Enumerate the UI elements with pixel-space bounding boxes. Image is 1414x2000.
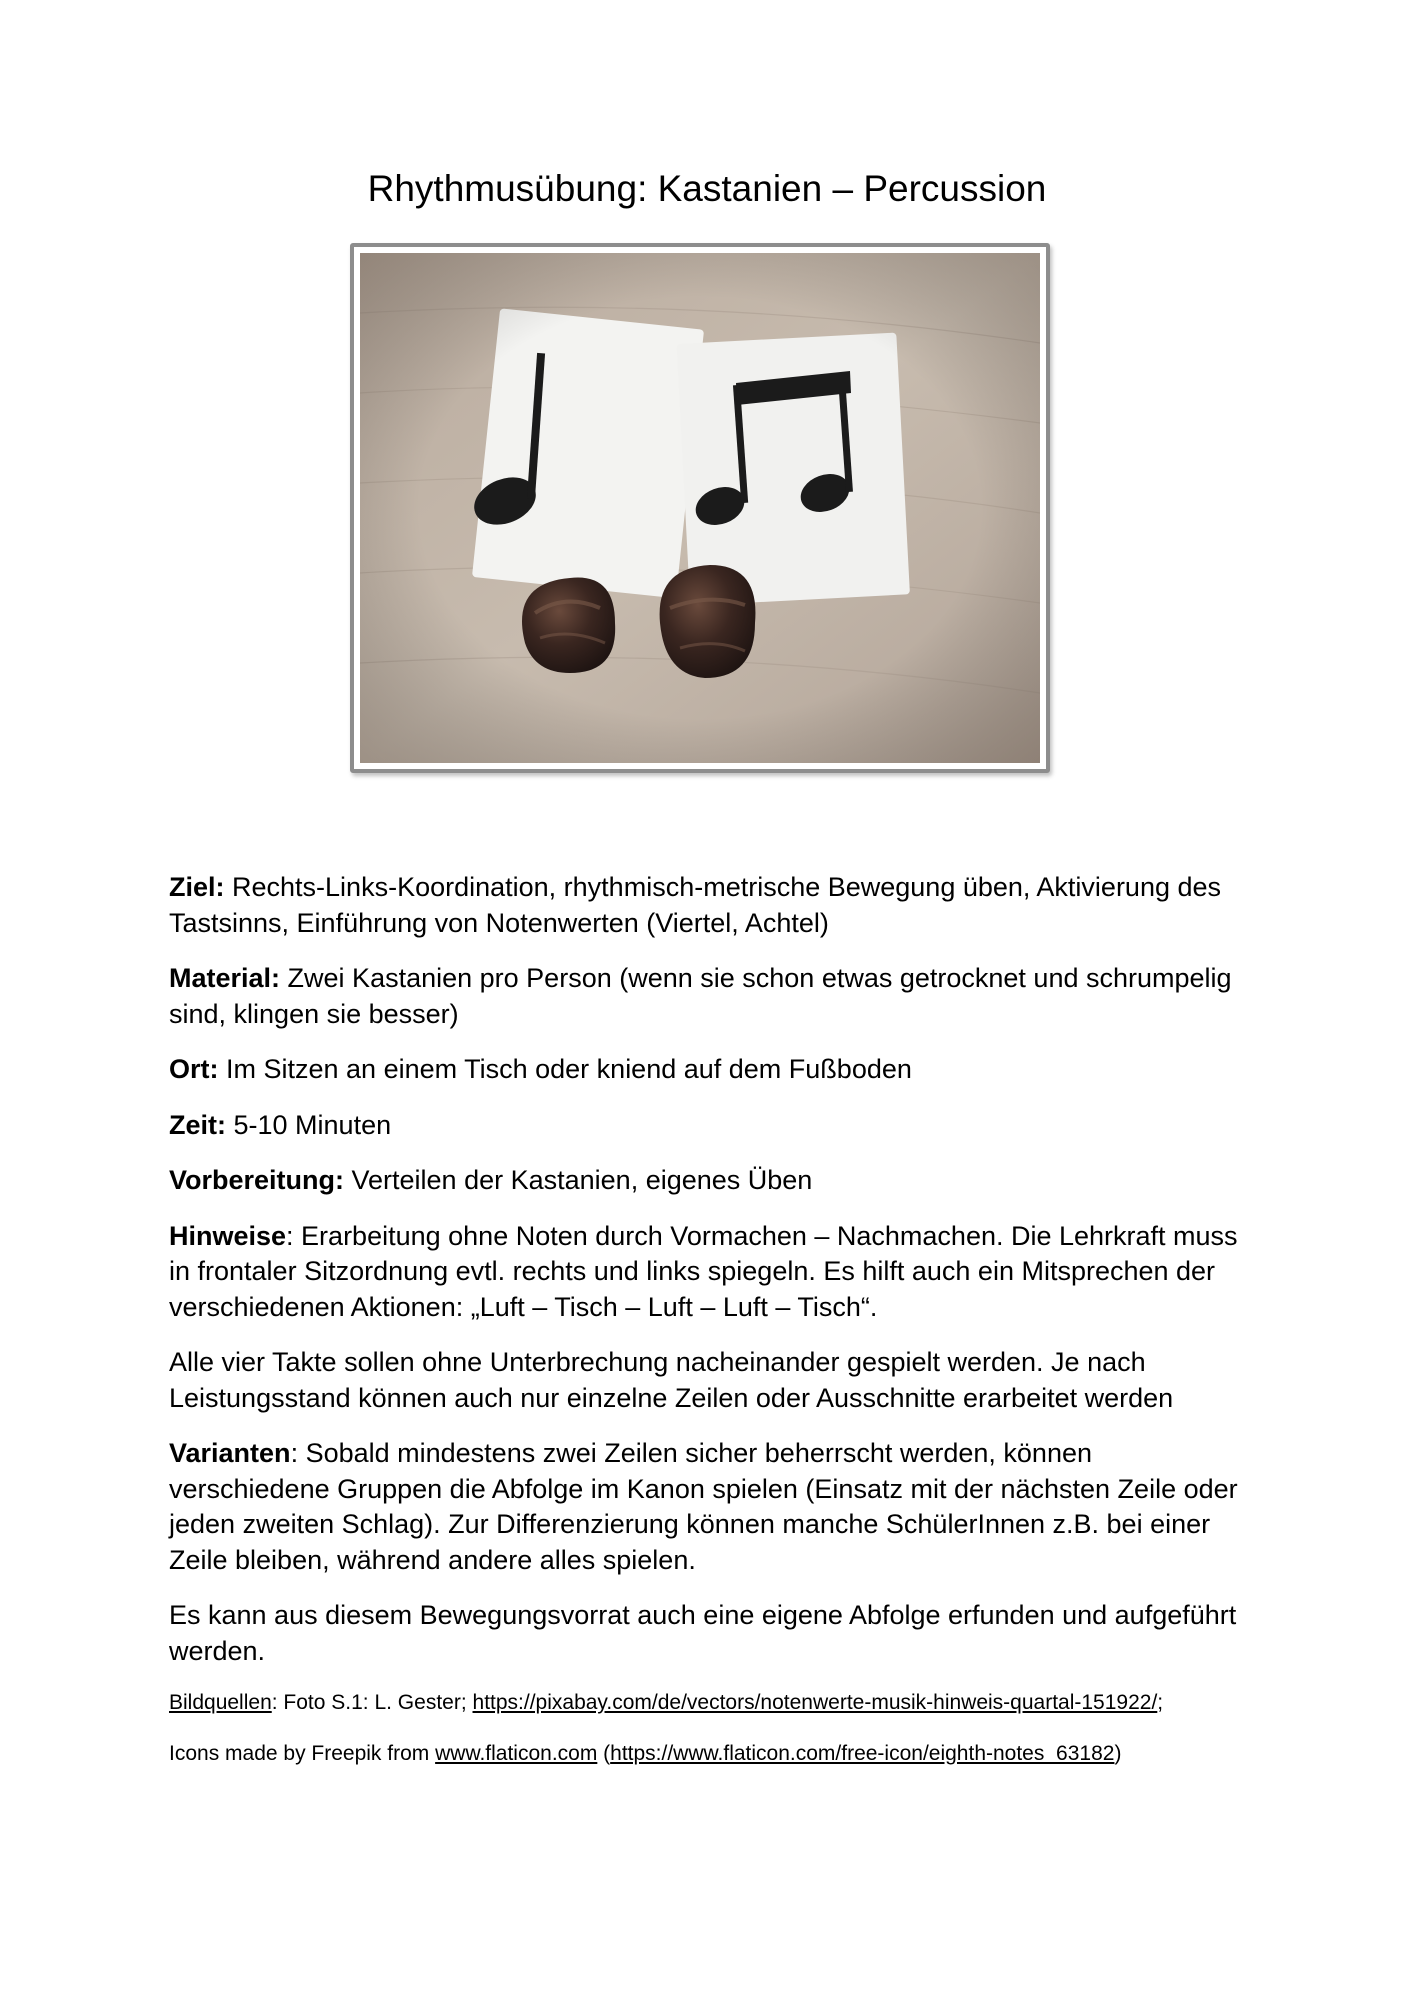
content: [169, 870, 1249, 1791]
bildquellen-paragraph: [169, 1689, 1249, 1716]
ort-text: Im Sitzen an einem Tisch oder kniend auf dem Fußboden: [218, 1054, 912, 1084]
icons-mid: (: [597, 1742, 611, 1765]
ziel-paragraph: [169, 870, 1249, 941]
ziel-text: Rechts-Links-Koordination, rhythmisch-metrische Bewegung üben, Aktivierung des Tastsinns, Einführung von Notenwerten (Viertel, Achtel): [169, 872, 1222, 938]
zeit-text: 5-10 Minuten: [226, 1109, 392, 1140]
eigene-paragraph: Es kann aus diesem Bewegungsvorrat auch eine eigene Abfolge erfunden und aufgeführt werden.: [169, 1600, 1237, 1666]
zeit-paragraph: [169, 1108, 1249, 1144]
material-paragraph: [169, 961, 1249, 1032]
flaticon-link[interactable]: www.flaticon.com: [435, 1742, 598, 1765]
vorbereitung-text: Verteilen der Kastanien, eigenes Üben: [344, 1165, 813, 1195]
hinweise-label: Hinweise: [169, 1220, 287, 1251]
page-title: Rhythmusübung: Kastanien – Percussion: [367, 168, 1047, 209]
bildquellen-text: : Foto S.1: L. Gester;: [271, 1691, 473, 1714]
varianten-text: : Sobald mindestens zwei Zeilen sicher beherrscht werden, können verschiedene Gruppen die Abfolge im Kanon spielen (Einsatz mit der nächsten Zeile oder jeden zweiten Schlag). Zur Differenzierung können manche SchülerInnen z.B. bei einer Zeile bleiben, während andere alles spielen.: [169, 1438, 1238, 1575]
bildquellen-end: ;: [1157, 1691, 1164, 1714]
takte-paragraph: Alle vier Takte sollen ohne Unterbrechung nacheinander gespielt werden. Je nach Leistungsstand können auch nur einzelne Zeilen oder Ausschnitte erarbeitet werden: [169, 1347, 1174, 1413]
bildquellen-label: Bildquellen: [169, 1691, 272, 1714]
icons-paragraph: [169, 1740, 1249, 1767]
ziel-label: Ziel:: [169, 872, 225, 902]
vorbereitung-label: Vorbereitung:: [169, 1165, 344, 1195]
pixabay-link[interactable]: https://pixabay.com/de/vectors/notenwerte-musik-hinweis-quartal-151922/: [472, 1691, 1158, 1714]
icons-text: Icons made by Freepik from: [169, 1742, 436, 1765]
material-label: Material:: [169, 963, 281, 993]
photo-frame: [350, 243, 1050, 773]
material-text: Zwei Kastanien pro Person (wenn sie schon etwas getrocknet und schrumpelig sind, klingen sie besser): [169, 963, 1232, 1029]
photo-quarter-note-eighth-notes-chestnuts-icon: [360, 253, 1040, 763]
vorbereitung-paragraph: [169, 1163, 1249, 1199]
ort-paragraph: [169, 1052, 1249, 1088]
ort-label: Ort:: [169, 1054, 219, 1084]
hinweise-paragraph: [169, 1219, 1249, 1326]
hinweise-text: : Erarbeitung ohne Noten durch Vormachen – Nachmachen. Die Lehrkraft muss in frontaler Sitzordnung evtl. rechts und links spiegeln. Es hilft auch ein Mitsprechen der verschiedenen Aktionen: „Luft – Tisch – Luft – Luft – Tisch“.: [169, 1220, 1238, 1322]
icons-end: ): [1114, 1742, 1122, 1765]
zeit-label: Zeit:: [169, 1109, 226, 1140]
flaticon-icon-link[interactable]: https://www.flaticon.com/free-icon/eighth-notes_63182: [610, 1742, 1115, 1765]
varianten-paragraph: [169, 1436, 1249, 1578]
varianten-label: Varianten: [169, 1438, 291, 1468]
